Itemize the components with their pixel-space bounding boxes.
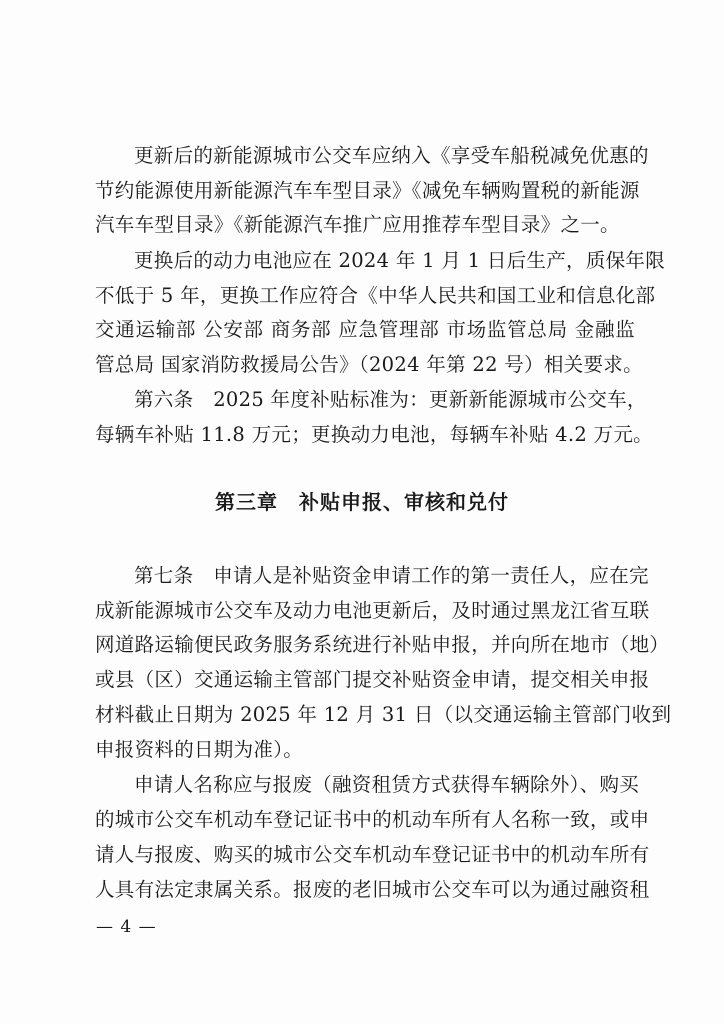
paragraph-1-line-1: 更新后的新能源城市公交车应纳入《享受车船税减免优惠的: [134, 144, 649, 167]
paragraph-5-line-3: 请人与报废、购买的城市公交车机动车登记证书中的机动车所有: [95, 843, 650, 866]
paragraph-2-line-4: 管总局 国家消防救援局公告》（2024 年第 22 号）相关要求。: [95, 353, 643, 376]
article-7-line-5: 材料截止日期为 2025 年 12 月 31 日（以交通运输主管部门收到: [95, 703, 672, 726]
paragraph-2-line-3: 交通运输部 公安部 商务部 应急管理部 市场监管总局 金融监: [95, 318, 635, 341]
paragraph-5-line-2: 的城市公交车机动车登记证书中的机动车所有人名称一致，或申: [95, 808, 650, 831]
paragraph-2-line-1: 更换后的动力电池应在 2024 年 1 月 1 日后生产，质保年限: [134, 249, 666, 272]
paragraph-5-line-4: 人具有法定隶属关系。报废的老旧城市公交车可以为通过融资租: [95, 878, 650, 901]
paragraph-1-line-3: 汽车车型目录》《新能源汽车推广应用推荐车型目录》之一。: [95, 213, 620, 236]
article-6-line-2: 每辆车补贴 11.8 万元；更换动力电池，每辆车补贴 4.2 万元。: [95, 423, 653, 446]
article-7-line-4: 或县（区）交通运输主管部门提交补贴资金申请，提交相关申报: [95, 668, 650, 691]
article-7-line-6: 申报资料的日期为准）。: [95, 738, 304, 761]
paragraph-1-line-2: 节约能源使用新能源汽车车型目录》《减免车辆购置税的新能源: [95, 179, 640, 202]
article-7-line-1: 第七条 申请人是补贴资金申请工作的第一责任人，应在完: [134, 564, 649, 587]
article-6-line-1: 第六条 2025 年度补贴标准为：更新新能源城市公交车，: [134, 388, 647, 411]
paragraph-5-line-1: 申请人名称应与报废（融资租赁方式获得车辆除外）、购买: [134, 773, 640, 796]
page-number: — 4 —: [96, 917, 157, 937]
chapter-heading: 第三章 补贴申报、审核和兑付: [215, 490, 509, 514]
article-7-line-3: 网道路运输便民政务服务系统进行补贴申报，并向所在地市（地）: [95, 633, 670, 656]
paragraph-2-line-2: 不低于 5 年，更换工作应符合《中华人民共和国工业和信息化部: [95, 284, 656, 307]
article-7-line-2: 成新能源城市公交车及动力电池更新后，及时通过黑龙江省互联: [95, 599, 650, 622]
